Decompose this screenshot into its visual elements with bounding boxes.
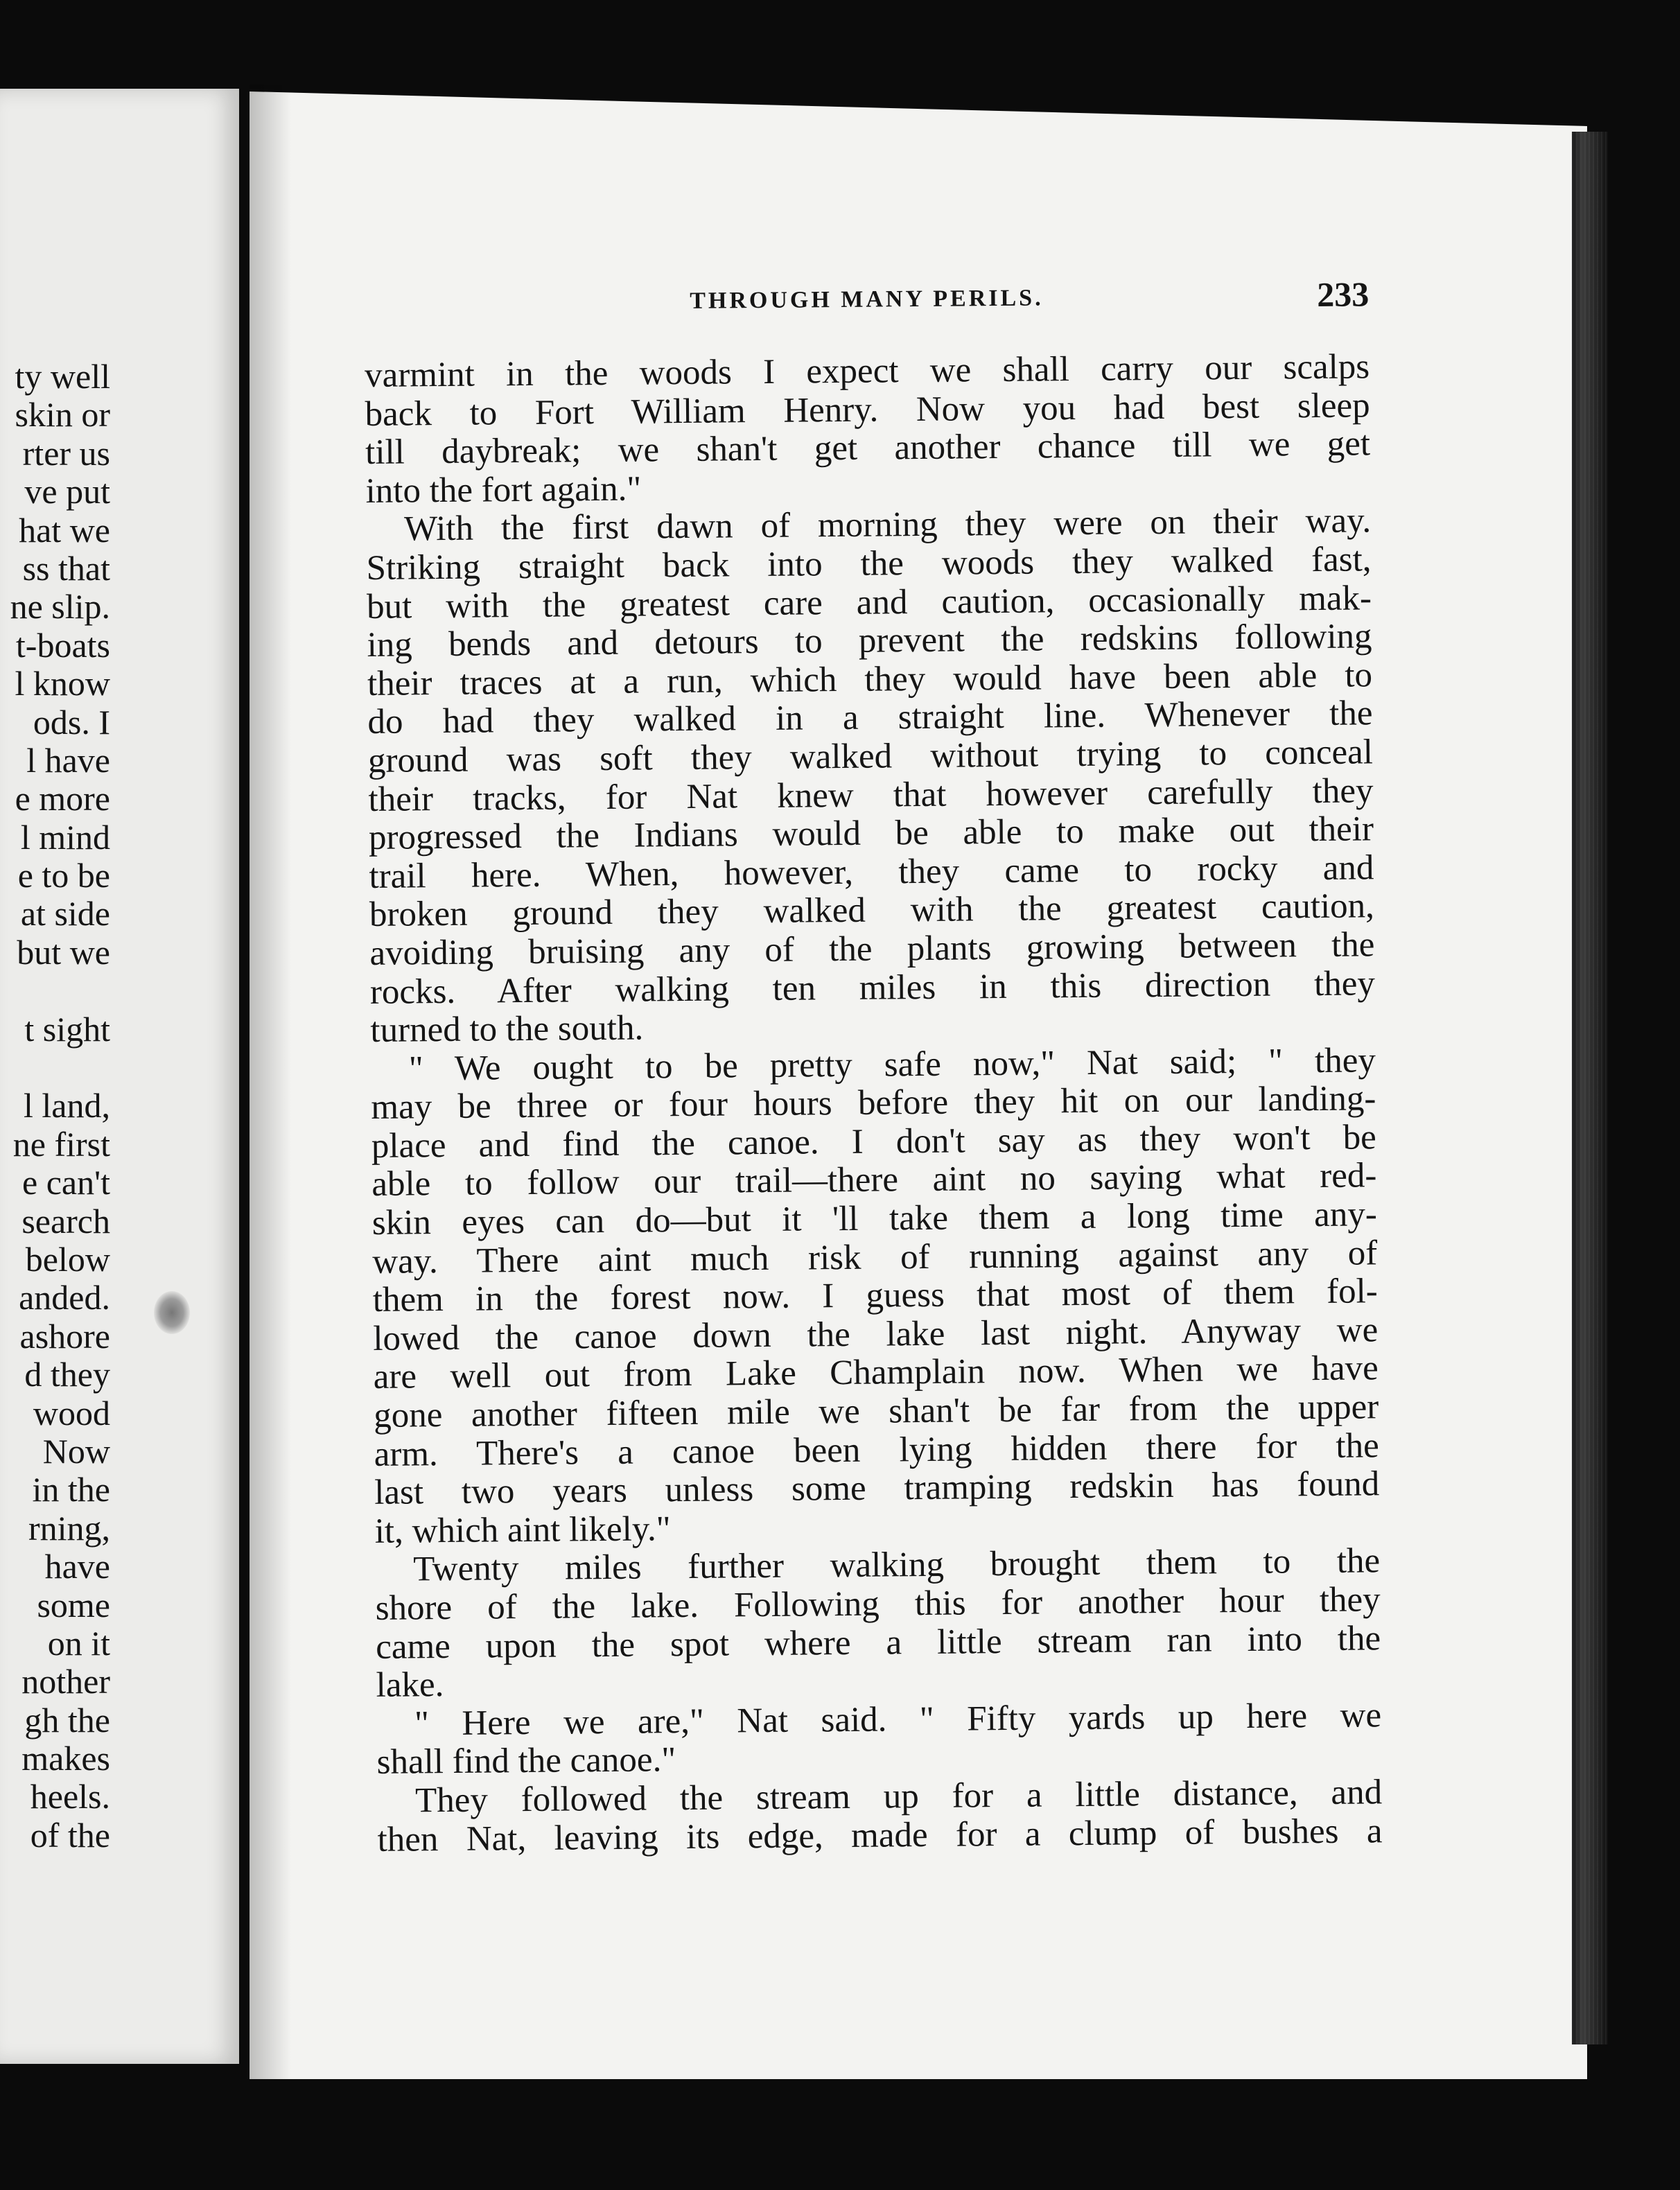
previous-page-line: hat we xyxy=(19,510,110,550)
previous-page-line: ty well xyxy=(15,357,110,396)
page-edges xyxy=(1572,132,1608,2044)
body-line: turned to the south. xyxy=(370,1008,644,1051)
body-line: ground was soft they walked without trying to conceal xyxy=(367,733,1374,780)
body-line: progressed the Indians would be able to make out their xyxy=(368,809,1374,858)
body-line: shore of the lake. Following this for another hour they xyxy=(375,1580,1381,1628)
previous-page-line: of the xyxy=(30,1815,110,1855)
body-line: them in the forest now. I guess that most of them fol- xyxy=(372,1272,1379,1320)
previous-page-line: t sight xyxy=(24,1009,110,1049)
previous-page-line: ashore xyxy=(19,1316,110,1356)
running-title: THROUGH MANY PERILS. xyxy=(690,285,1044,314)
body-line: avoiding bruising any of the plants growing between the xyxy=(369,925,1375,973)
body-line: broken ground they walked with the greatest caution, xyxy=(369,886,1375,935)
previous-page-line: at side xyxy=(20,894,110,934)
body-line: With the first dawn of morning they were on their way. xyxy=(403,501,1372,549)
body-line: last two years unless some tramping redskin has found xyxy=(374,1464,1380,1513)
body-line: it, which aint likely." xyxy=(374,1509,671,1551)
body-line: Twenty miles further walking brought them to the xyxy=(412,1541,1381,1589)
previous-page-line: have xyxy=(44,1547,110,1586)
previous-page-line: Now xyxy=(42,1431,110,1471)
previous-page-line: l land, xyxy=(24,1086,110,1125)
previous-page-line: wood xyxy=(33,1393,110,1433)
previous-page-line xyxy=(0,972,110,1010)
body-line: ing bends and detours to prevent the redskins following xyxy=(367,617,1372,665)
body-line: Striking straight back into the woods they walked fast, xyxy=(366,540,1372,588)
body-line: arm. There's a canoe been lying hidden there for the xyxy=(374,1426,1379,1474)
body-text xyxy=(365,348,1383,1859)
body-line: They followed the stream up for a little distance, and xyxy=(414,1773,1383,1821)
body-line: lake. xyxy=(376,1665,444,1706)
body-line: able to follow our trail—there aint no saying what red- xyxy=(371,1156,1377,1204)
previous-page-line: d they xyxy=(24,1355,110,1394)
previous-page-line: l know xyxy=(15,664,110,703)
body-line: " We ought to be pretty safe now," Nat said; " they xyxy=(408,1040,1376,1089)
body-line: do had they walked in a straight line. Whenever the xyxy=(367,694,1373,742)
previous-page-line: search xyxy=(21,1201,110,1241)
previous-page-line: rning, xyxy=(28,1508,110,1548)
body-line: into the fort again." xyxy=(365,469,642,511)
running-head xyxy=(364,274,1370,338)
body-line: their traces at a run, which they would have been able to xyxy=(367,656,1373,703)
previous-page-line: e more xyxy=(15,779,110,818)
previous-page-line: e can't xyxy=(22,1163,110,1202)
previous-page-line xyxy=(0,1049,110,1087)
previous-page-line: below xyxy=(25,1239,110,1279)
ink-spot xyxy=(154,1291,190,1334)
previous-page-line: ne first xyxy=(12,1124,110,1164)
previous-page-line: ss that xyxy=(22,548,110,588)
body-line: " Here we are," Nat said. " Fifty yards up here we xyxy=(414,1696,1382,1744)
previous-page-line: l mind xyxy=(20,817,110,857)
page-number: 233 xyxy=(1316,274,1370,314)
body-line: way. There aint much risk of running against any of xyxy=(372,1233,1378,1281)
previous-page-line: ods. I xyxy=(33,702,110,742)
previous-page-line: ne slip. xyxy=(10,587,110,627)
previous-page-line: in the xyxy=(32,1470,110,1509)
body-line: may be three or four hours before they hit on our landing- xyxy=(371,1079,1376,1128)
previous-page-text xyxy=(0,358,110,1855)
previous-page-line: anded. xyxy=(19,1278,110,1317)
body-line: skin eyes can do—but it 'll take them a long time any- xyxy=(371,1195,1378,1243)
previous-page-line: gh the xyxy=(24,1700,110,1740)
previous-page-line: but we xyxy=(17,932,110,972)
gutter-shadow xyxy=(250,85,291,2079)
previous-page-line: nother xyxy=(21,1662,110,1701)
current-page-text-block xyxy=(364,274,1383,1859)
previous-page-line: heels. xyxy=(30,1777,110,1816)
previous-page-line: skin or xyxy=(15,395,110,435)
body-line: varmint in the woods I expect we shall carry our scalps xyxy=(364,347,1370,395)
body-line: gone another fifteen mile we shan't be far from the upper xyxy=(374,1387,1379,1435)
previous-page-line: rter us xyxy=(22,433,110,473)
previous-page-line: t-boats xyxy=(15,625,110,665)
body-line: came upon the spot where a little stream ran into the xyxy=(375,1618,1381,1667)
body-line: but with the greatest care and caution, occasionally mak- xyxy=(366,578,1372,627)
body-line: their tracks, for Nat knew that however carefully they xyxy=(368,771,1374,819)
body-line: lowed the canoe down the lake last night. Anyway we xyxy=(373,1311,1379,1358)
body-line: place and find the canoe. I don't say as they won't be xyxy=(371,1118,1377,1166)
previous-page-line: some xyxy=(37,1585,110,1624)
body-line: trail here. When, however, they came to rocky and xyxy=(369,848,1374,896)
previous-page-line: l have xyxy=(26,740,110,780)
body-line: then Nat, leaving its edge, made for a clump of bushes a xyxy=(377,1811,1383,1859)
previous-page xyxy=(0,89,239,2064)
body-line: are well out from Lake Champlain now. When we have xyxy=(373,1349,1379,1397)
body-line: rocks. After walking ten miles in this direction they xyxy=(369,963,1376,1012)
previous-page-line: e to be xyxy=(17,856,110,895)
previous-page-line: on it xyxy=(47,1623,110,1663)
body-line: shall find the canoe." xyxy=(376,1740,676,1782)
body-line: back to Fort William Henry. Now you had best sleep xyxy=(365,385,1370,434)
previous-page-line: ve put xyxy=(24,472,110,511)
body-line: till daybreak; we shan't get another chance till we get xyxy=(365,424,1371,473)
previous-page-line: makes xyxy=(21,1739,110,1778)
